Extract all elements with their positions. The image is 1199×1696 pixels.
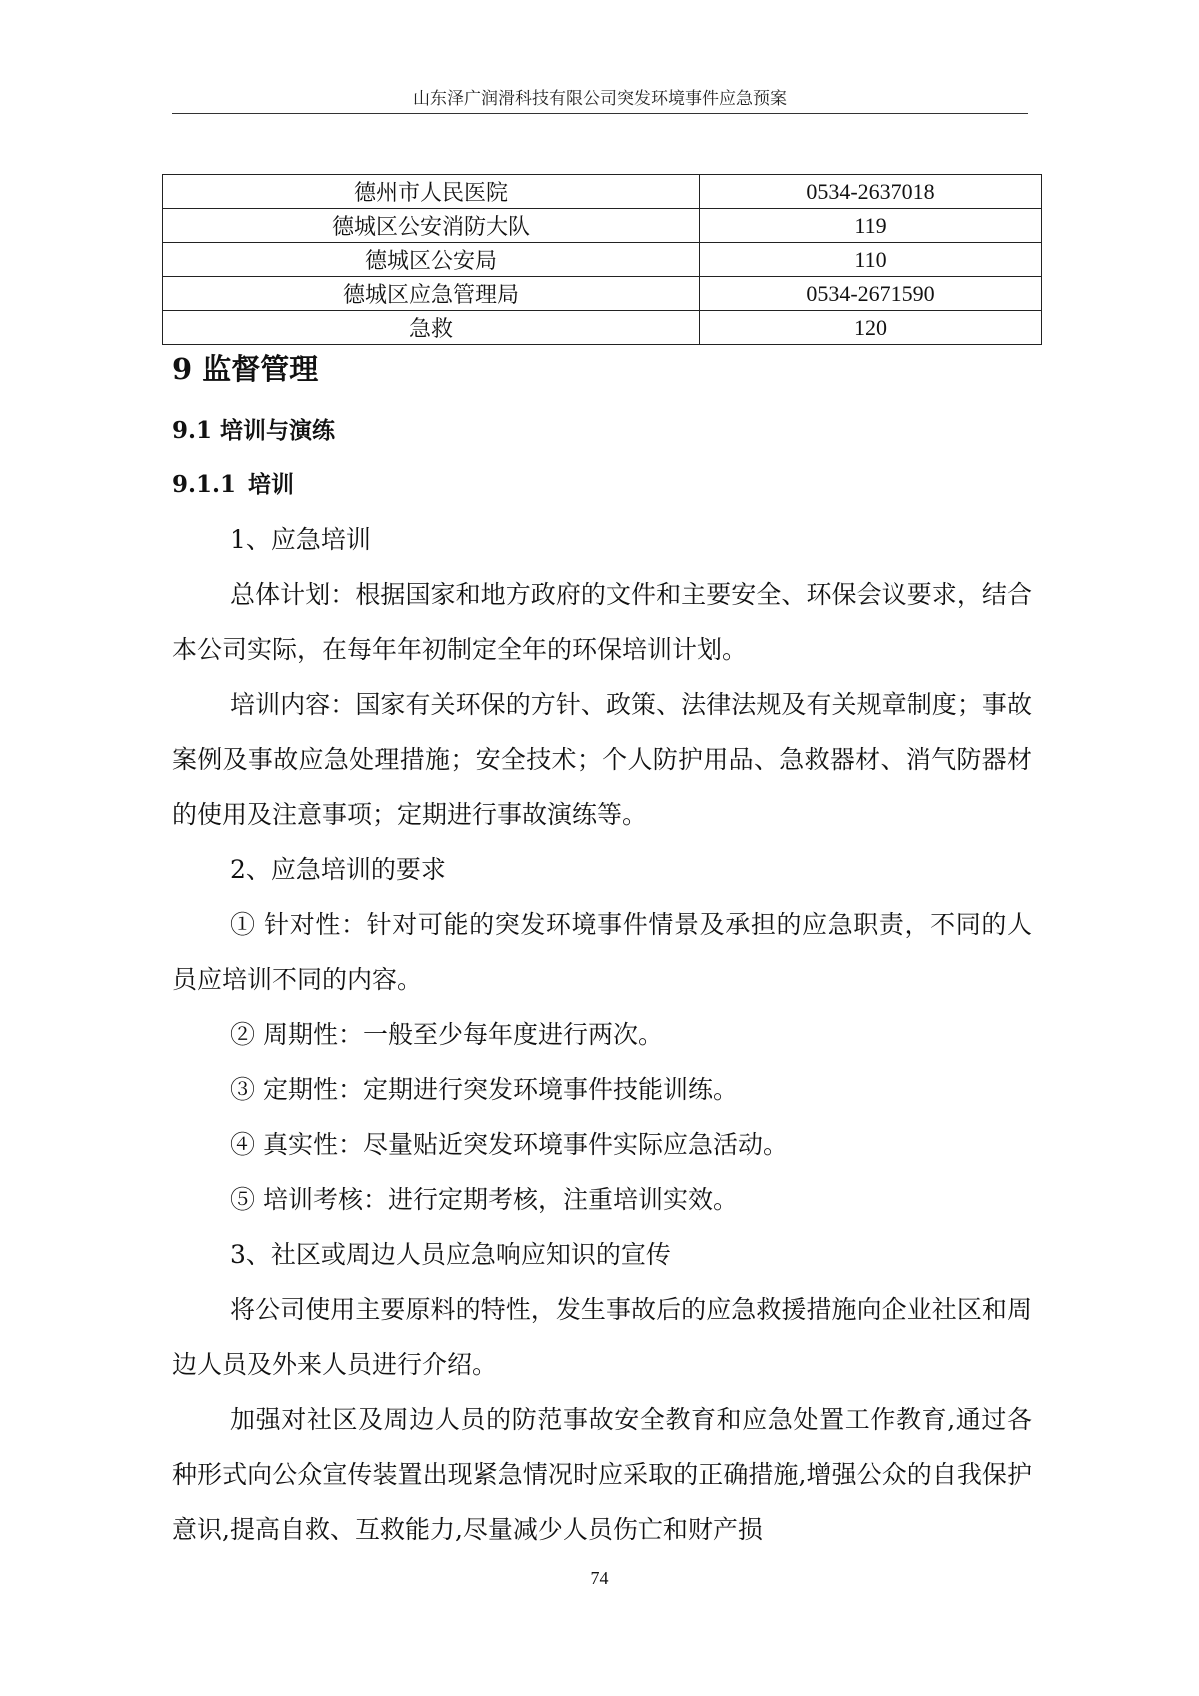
contact-number: 110: [700, 243, 1042, 277]
paragraph: ① 针对性：针对可能的突发环境事件情景及承担的应急职责，不同的人员应培训不同的内容。: [172, 910, 1032, 994]
contact-number: 120: [700, 311, 1042, 345]
table-row: [163, 277, 1042, 311]
paragraph: ④ 真实性：尽量贴近突发环境事件实际应急活动。: [230, 1130, 788, 1159]
contact-name: 德城区公安消防大队: [163, 209, 700, 243]
table-row: [163, 209, 1042, 243]
paragraph: 2、应急培训的要求: [230, 855, 446, 884]
contact-number: 0534-2671590: [700, 277, 1042, 311]
contact-name: 德州市人民医院: [163, 175, 700, 209]
contact-name: 德城区应急管理局: [163, 277, 700, 311]
subsubsection-heading: [172, 458, 1032, 512]
paragraph: 1、应急培训: [230, 525, 371, 554]
table-row: [163, 175, 1042, 209]
paragraph: 加强对社区及周边人员的防范事故安全教育和应急处置工作教育,通过各种形式向公众宣传装置出现紧急情况时应采取的正确措施,增强公众的自我保护意识,提高自救、互救能力,尽量减少人员伤亡和财产损: [172, 1405, 1032, 1544]
contact-number: 0534-2637018: [700, 175, 1042, 209]
subsection-heading: 9.1 培训与演练: [172, 417, 336, 444]
document-body: [172, 344, 1032, 1557]
contacts-table: [162, 174, 1042, 345]
table-row: [163, 243, 1042, 277]
header-rule: [172, 113, 1028, 114]
table-row: [163, 311, 1042, 345]
page-header: 山东泽广润滑科技有限公司突发环境事件应急预案: [413, 89, 787, 109]
section-heading: 9 监督管理: [172, 352, 319, 386]
paragraph: 将公司使用主要原料的特性，发生事故后的应急救援措施向企业社区和周边人员及外来人员进行介绍。: [172, 1295, 1032, 1379]
contact-name: 德城区公安局: [163, 243, 700, 277]
paragraph: ⑤ 培训考核：进行定期考核，注重培训实效。: [230, 1185, 738, 1214]
paragraph: 培训内容：国家有关环保的方针、政策、法律法规及有关规章制度；事故案例及事故应急处理措施；安全技术；个人防护用品、急救器材、消气防器材的使用及注意事项；定期进行事故演练等。: [172, 690, 1032, 829]
page-number: 74: [590, 1568, 609, 1588]
paragraph: ② 周期性：一般至少每年度进行两次。: [230, 1020, 663, 1049]
contact-number: 119: [700, 209, 1042, 243]
subsubsection-number: 9.1.1: [172, 471, 237, 498]
paragraph: ③ 定期性：定期进行突发环境事件技能训练。: [230, 1075, 738, 1104]
subsubsection-title: 培训: [248, 471, 295, 498]
paragraph: 3、社区或周边人员应急响应知识的宣传: [230, 1240, 671, 1269]
contact-name: 急救: [163, 311, 700, 345]
paragraph: 总体计划：根据国家和地方政府的文件和主要安全、环保会议要求，结合本公司实际，在每年年初制定全年的环保培训计划。: [172, 580, 1032, 664]
